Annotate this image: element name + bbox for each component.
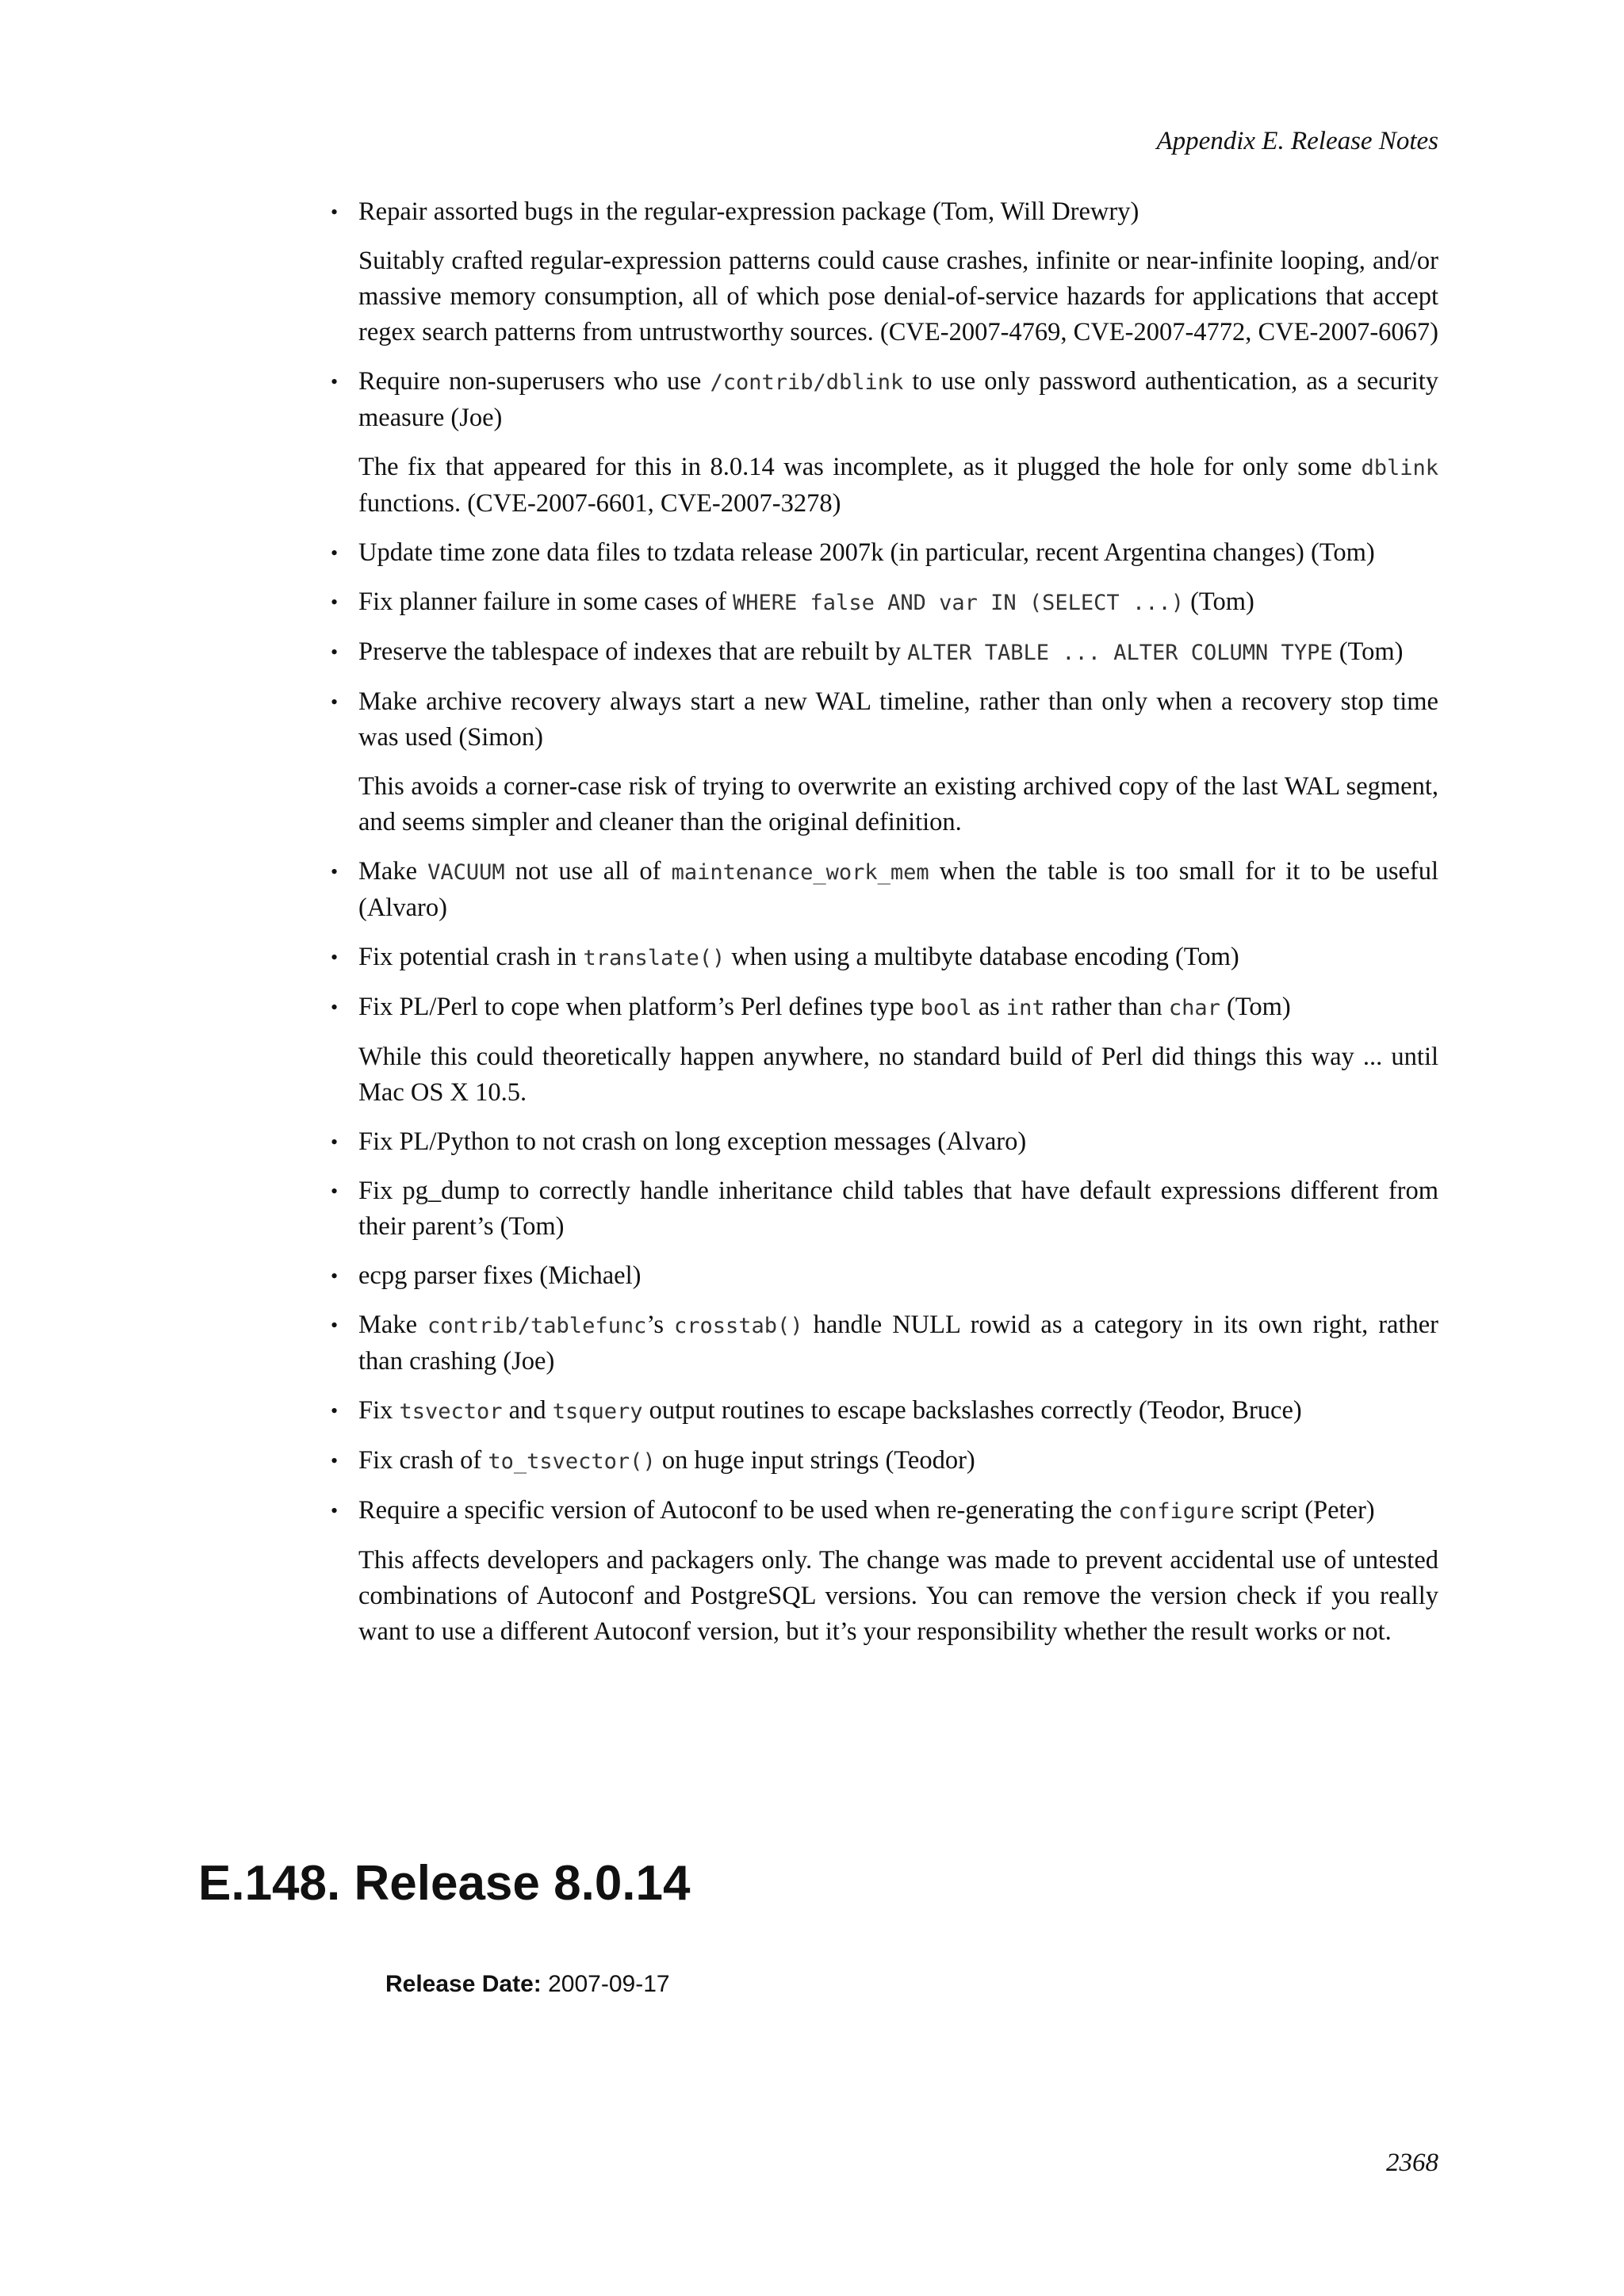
release-date	[385, 1971, 670, 1998]
bullet-icon: •	[331, 541, 339, 564]
bullet-icon: •	[331, 860, 339, 883]
bullet-icon: •	[331, 641, 339, 664]
item-detail: This avoids a corner-case risk of trying to overwrite an existing archived copy of the last WAL segment, and seems simpler and cleaner than the original definition.	[358, 772, 1438, 836]
list-item: • Preserve the tablespace of indexes that are rebuilt by ALTER TABLE ... ALTER COLUMN TYPE (Tom)	[331, 634, 1438, 671]
list-item: • Fix crash of to_tsvector() on huge input strings (Teodor)	[331, 1443, 1438, 1479]
running-header: Appendix E. Release Notes	[1156, 127, 1438, 155]
list-item: • Fix potential crash in translate() when using a multibyte database encoding (Tom)	[331, 939, 1438, 976]
list-item: • Fix PL/Perl to cope when platform’s Perl defines type bool as int rather than char (Tom)	[331, 989, 1438, 1026]
bullet-icon: •	[331, 591, 339, 614]
bullet-icon: •	[331, 691, 339, 714]
bullet-icon: •	[331, 996, 339, 1019]
bullet-icon: •	[331, 1265, 339, 1288]
release-notes-list	[331, 194, 1438, 1663]
list-item: • Fix planner failure in some cases of WHERE false AND var IN (SELECT ...) (Tom)	[331, 584, 1438, 621]
item-detail: Suitably crafted regular-expression patterns could cause crashes, infinite or near-infinite looping, and/or massive memory consumption, all of which pose denial-of-service hazards for applications that accept regex search patterns from untrustworthy sources. (CVE-2007-4769, CVE-2007-4772, CVE-2007-6067)	[358, 247, 1439, 346]
bullet-icon: •	[331, 1499, 339, 1522]
bullet-icon: •	[331, 1449, 339, 1472]
release-date-label: Release Date:	[385, 1971, 542, 1997]
page-number: 2368	[1386, 2149, 1438, 2177]
bullet-icon: •	[331, 1314, 339, 1337]
list-item: • Repair assorted bugs in the regular-expression package (Tom, Will Drewry)	[331, 194, 1438, 230]
bullet-icon: •	[331, 201, 339, 224]
bullet-icon: •	[331, 946, 339, 969]
list-item: • Require a specific version of Autoconf to be used when re-generating the configure script (Peter)	[331, 1493, 1438, 1529]
bullet-icon: •	[331, 1131, 339, 1154]
list-item: • Fix PL/Python to not crash on long exception messages (Alvaro)	[331, 1124, 1438, 1160]
item-detail: While this could theoretically happen anywhere, no standard build of Perl did things this way ... until Mac OS X 10.5.	[358, 1043, 1438, 1107]
list-item: • Make contrib/tablefunc’s crosstab() handle NULL rowid as a category in its own right, rather than crashing (Joe)	[331, 1307, 1438, 1380]
list-item: • Require non-superusers who use /contrib/dblink to use only password authentication, as a security measure (Joe)	[331, 364, 1438, 436]
list-item: • Make VACUUM not use all of maintenance_work_mem when the table is too small for it to be useful (Alvaro)	[331, 854, 1438, 926]
section-heading: E.148. Release 8.0.14	[198, 1856, 691, 1911]
list-item: • ecpg parser fixes (Michael)	[331, 1258, 1438, 1294]
bullet-icon: •	[331, 1399, 339, 1422]
list-item: • Make archive recovery always start a new WAL timeline, rather than only when a recovery stop time was used (Simon)	[331, 684, 1438, 756]
list-item: • Fix tsvector and tsquery output routines to escape backslashes correctly (Teodor, Bruce)	[331, 1393, 1438, 1429]
release-date-value: 2007-09-17	[548, 1971, 670, 1997]
bullet-icon: •	[331, 1180, 339, 1203]
item-detail: This affects developers and packagers only. The change was made to prevent accidental use of untested combinations of Autoconf and PostgreSQL versions. You can remove the version check if you really want to use a different Autoconf version, but it’s your responsibility whether the result works or not.	[358, 1546, 1438, 1646]
list-item: • Fix pg_dump to correctly handle inheritance child tables that have default expressions different from their parent’s (Tom)	[331, 1173, 1438, 1245]
list-item: • Update time zone data files to tzdata release 2007k (in particular, recent Argentina changes) (Tom)	[331, 535, 1438, 571]
item-detail: The fix that appeared for this in 8.0.14 was incomplete, as it plugged the hole for only some dblink functions. (CVE-2007-6601, CVE-2007-3278)	[358, 453, 1438, 518]
bullet-icon: •	[331, 370, 339, 393]
